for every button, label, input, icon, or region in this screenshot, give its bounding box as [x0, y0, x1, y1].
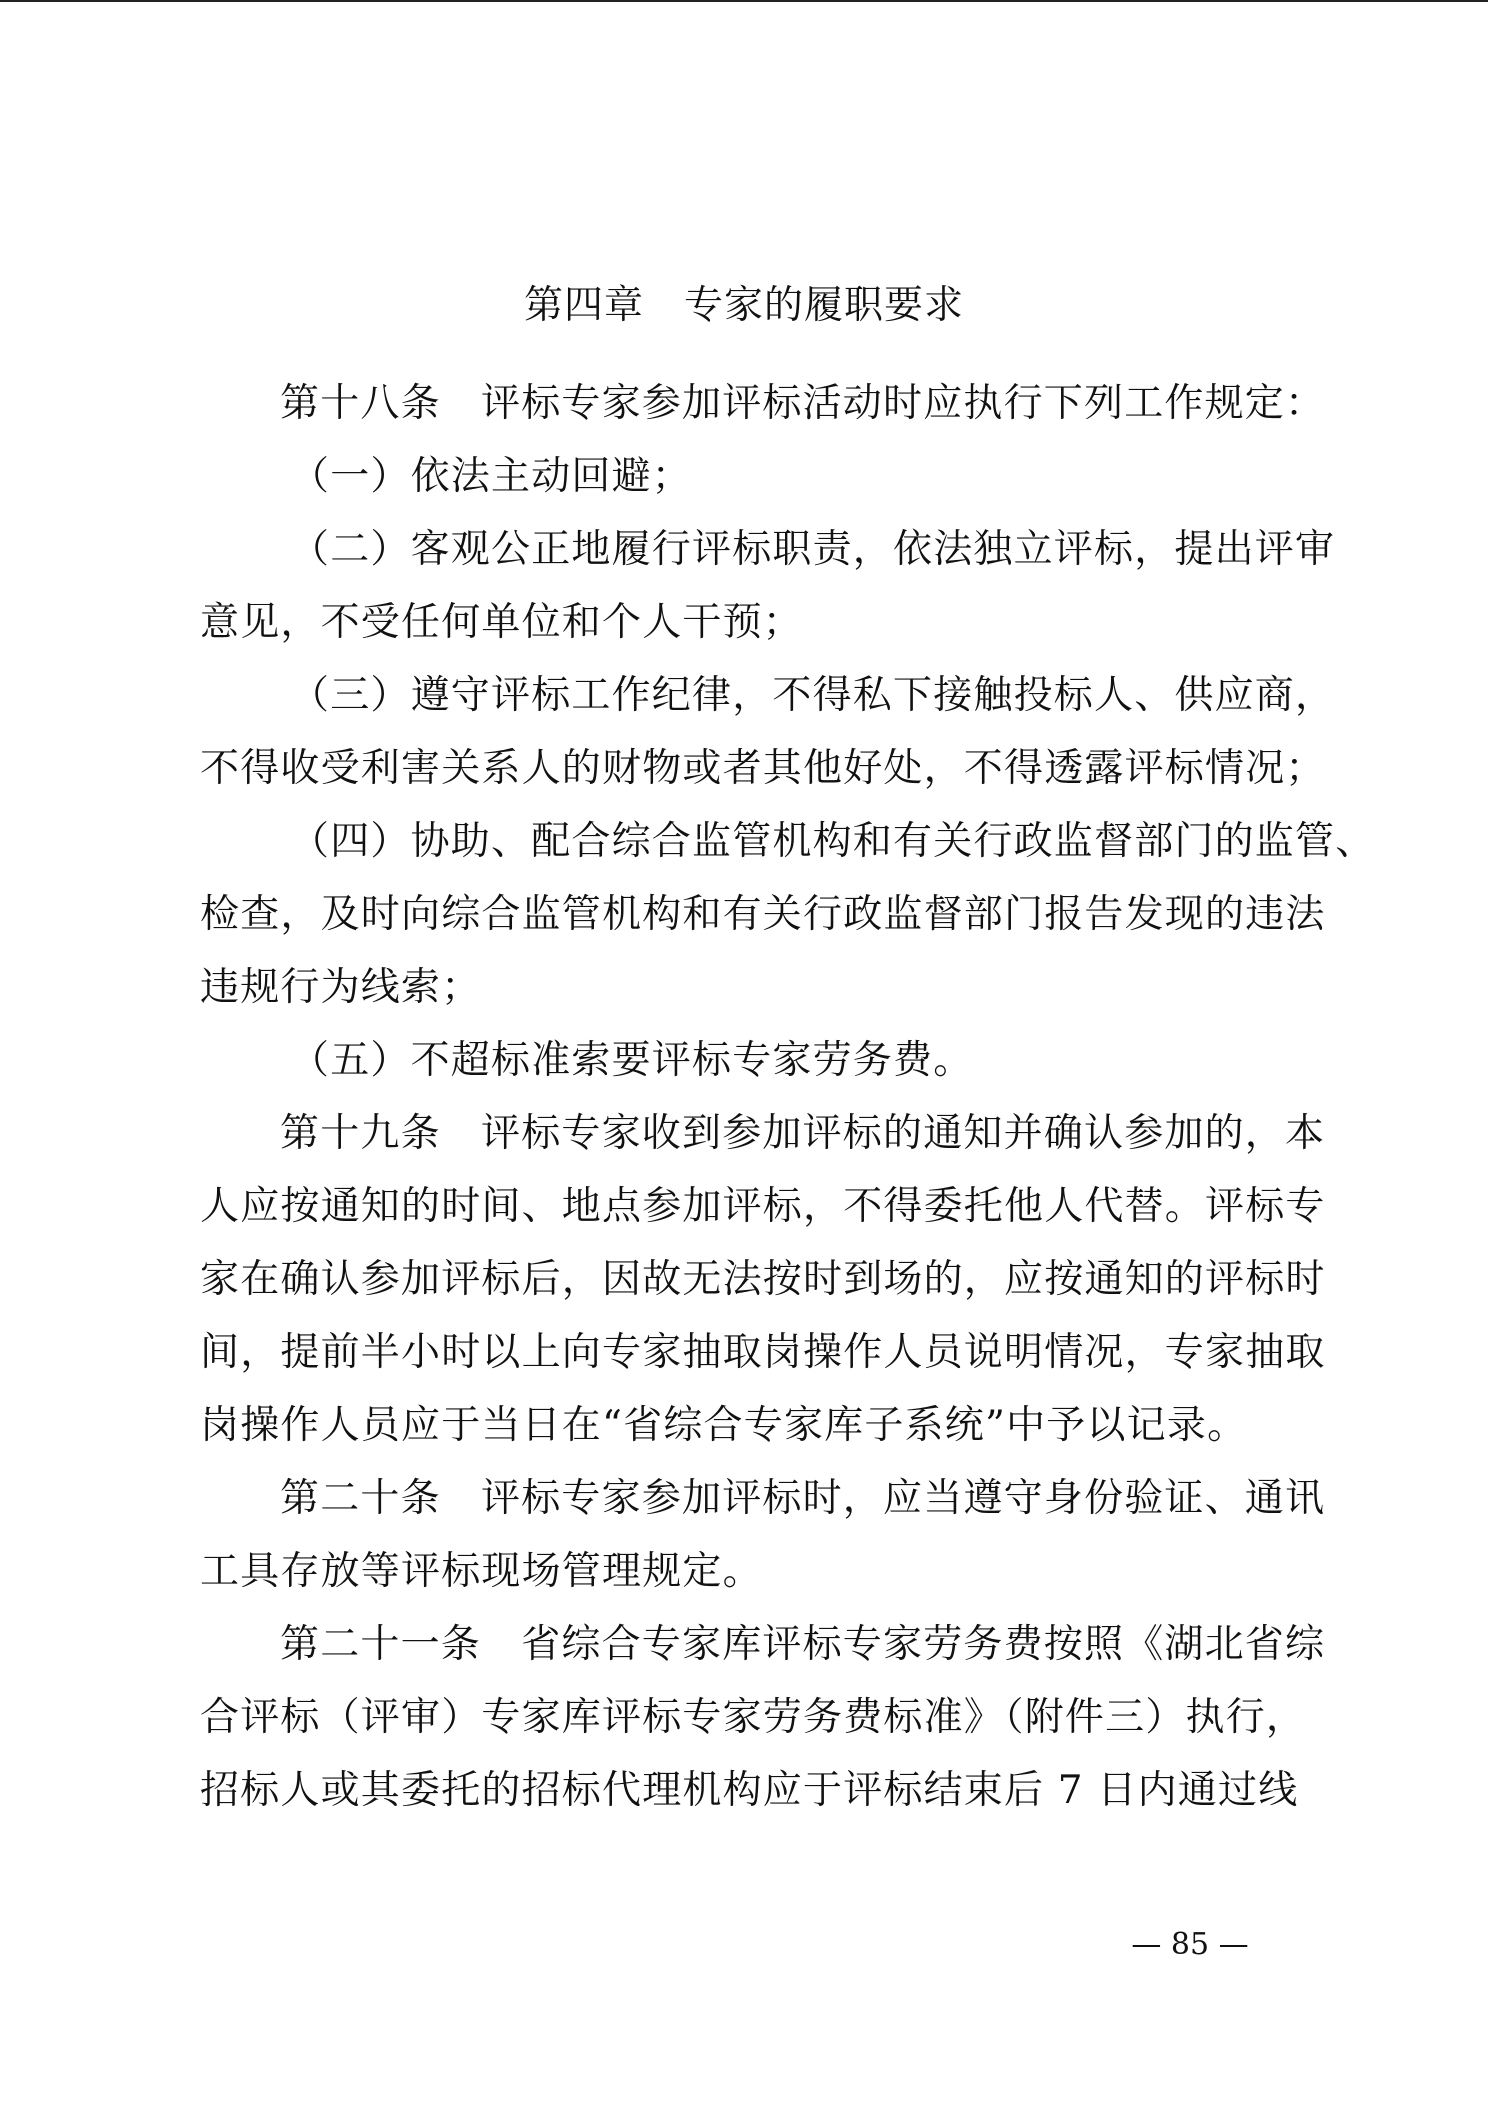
text-line: 招标人或其委托的招标代理机构应于评标结束后 7 日内通过线: [200, 1768, 1299, 1813]
text-line: 工具存放等评标现场管理规定。: [200, 1549, 763, 1594]
text-line: 意见，不受任何单位和个人干预；: [200, 600, 804, 645]
text-line: 第十九条 评标专家收到参加评标的通知并确认参加的，本: [280, 1111, 1326, 1156]
text-line: （二）客观公正地履行评标职责，依法独立评标，提出评审: [290, 527, 1336, 572]
text-line: 合评标（评审）专家库评标专家劳务费标准》（附件三）执行，: [200, 1695, 1307, 1740]
text-line: 岗操作人员应于当日在“省综合专家库子系统”中予以记录。: [200, 1403, 1248, 1448]
text-line: 检查，及时向综合监管机构和有关行政监督部门报告发现的违法: [200, 892, 1326, 937]
text-line: （一）依法主动回避；: [290, 454, 693, 499]
top-border-line: [0, 0, 1488, 2]
text-line: 人应按通知的时间、地点参加评标，不得委托他人代替。评标专: [200, 1184, 1326, 1229]
text-line: 家在确认参加评标后，因故无法按时到场的，应按通知的评标时: [200, 1257, 1326, 1302]
text-line: 违规行为线索；: [200, 965, 482, 1010]
page-number: — 85 —: [1131, 1927, 1249, 1962]
text-line: 第十八条 评标专家参加评标活动时应执行下列工作规定：: [280, 381, 1326, 426]
text-line: （五）不超标准索要评标专家劳务费。: [290, 1038, 974, 1083]
body-text: [200, 367, 1376, 1827]
text-line: 第二十条 评标专家参加评标时，应当遵守身份验证、通讯: [280, 1476, 1326, 1521]
text-line: 间，提前半小时以上向专家抽取岗操作人员说明情况，专家抽取: [200, 1330, 1326, 1375]
text-line: （四）协助、配合综合监管机构和有关行政监督部门的监管、: [290, 819, 1376, 864]
text-line: 第二十一条 省综合专家库评标专家劳务费按照《湖北省综: [280, 1622, 1326, 1667]
chapter-title: 第四章 专家的履职要求: [523, 283, 964, 328]
text-line: 不得收受利害关系人的财物或者其他好处，不得透露评标情况；: [200, 746, 1326, 791]
text-line: （三）遵守评标工作纪律，不得私下接触投标人、供应商，: [290, 673, 1336, 718]
